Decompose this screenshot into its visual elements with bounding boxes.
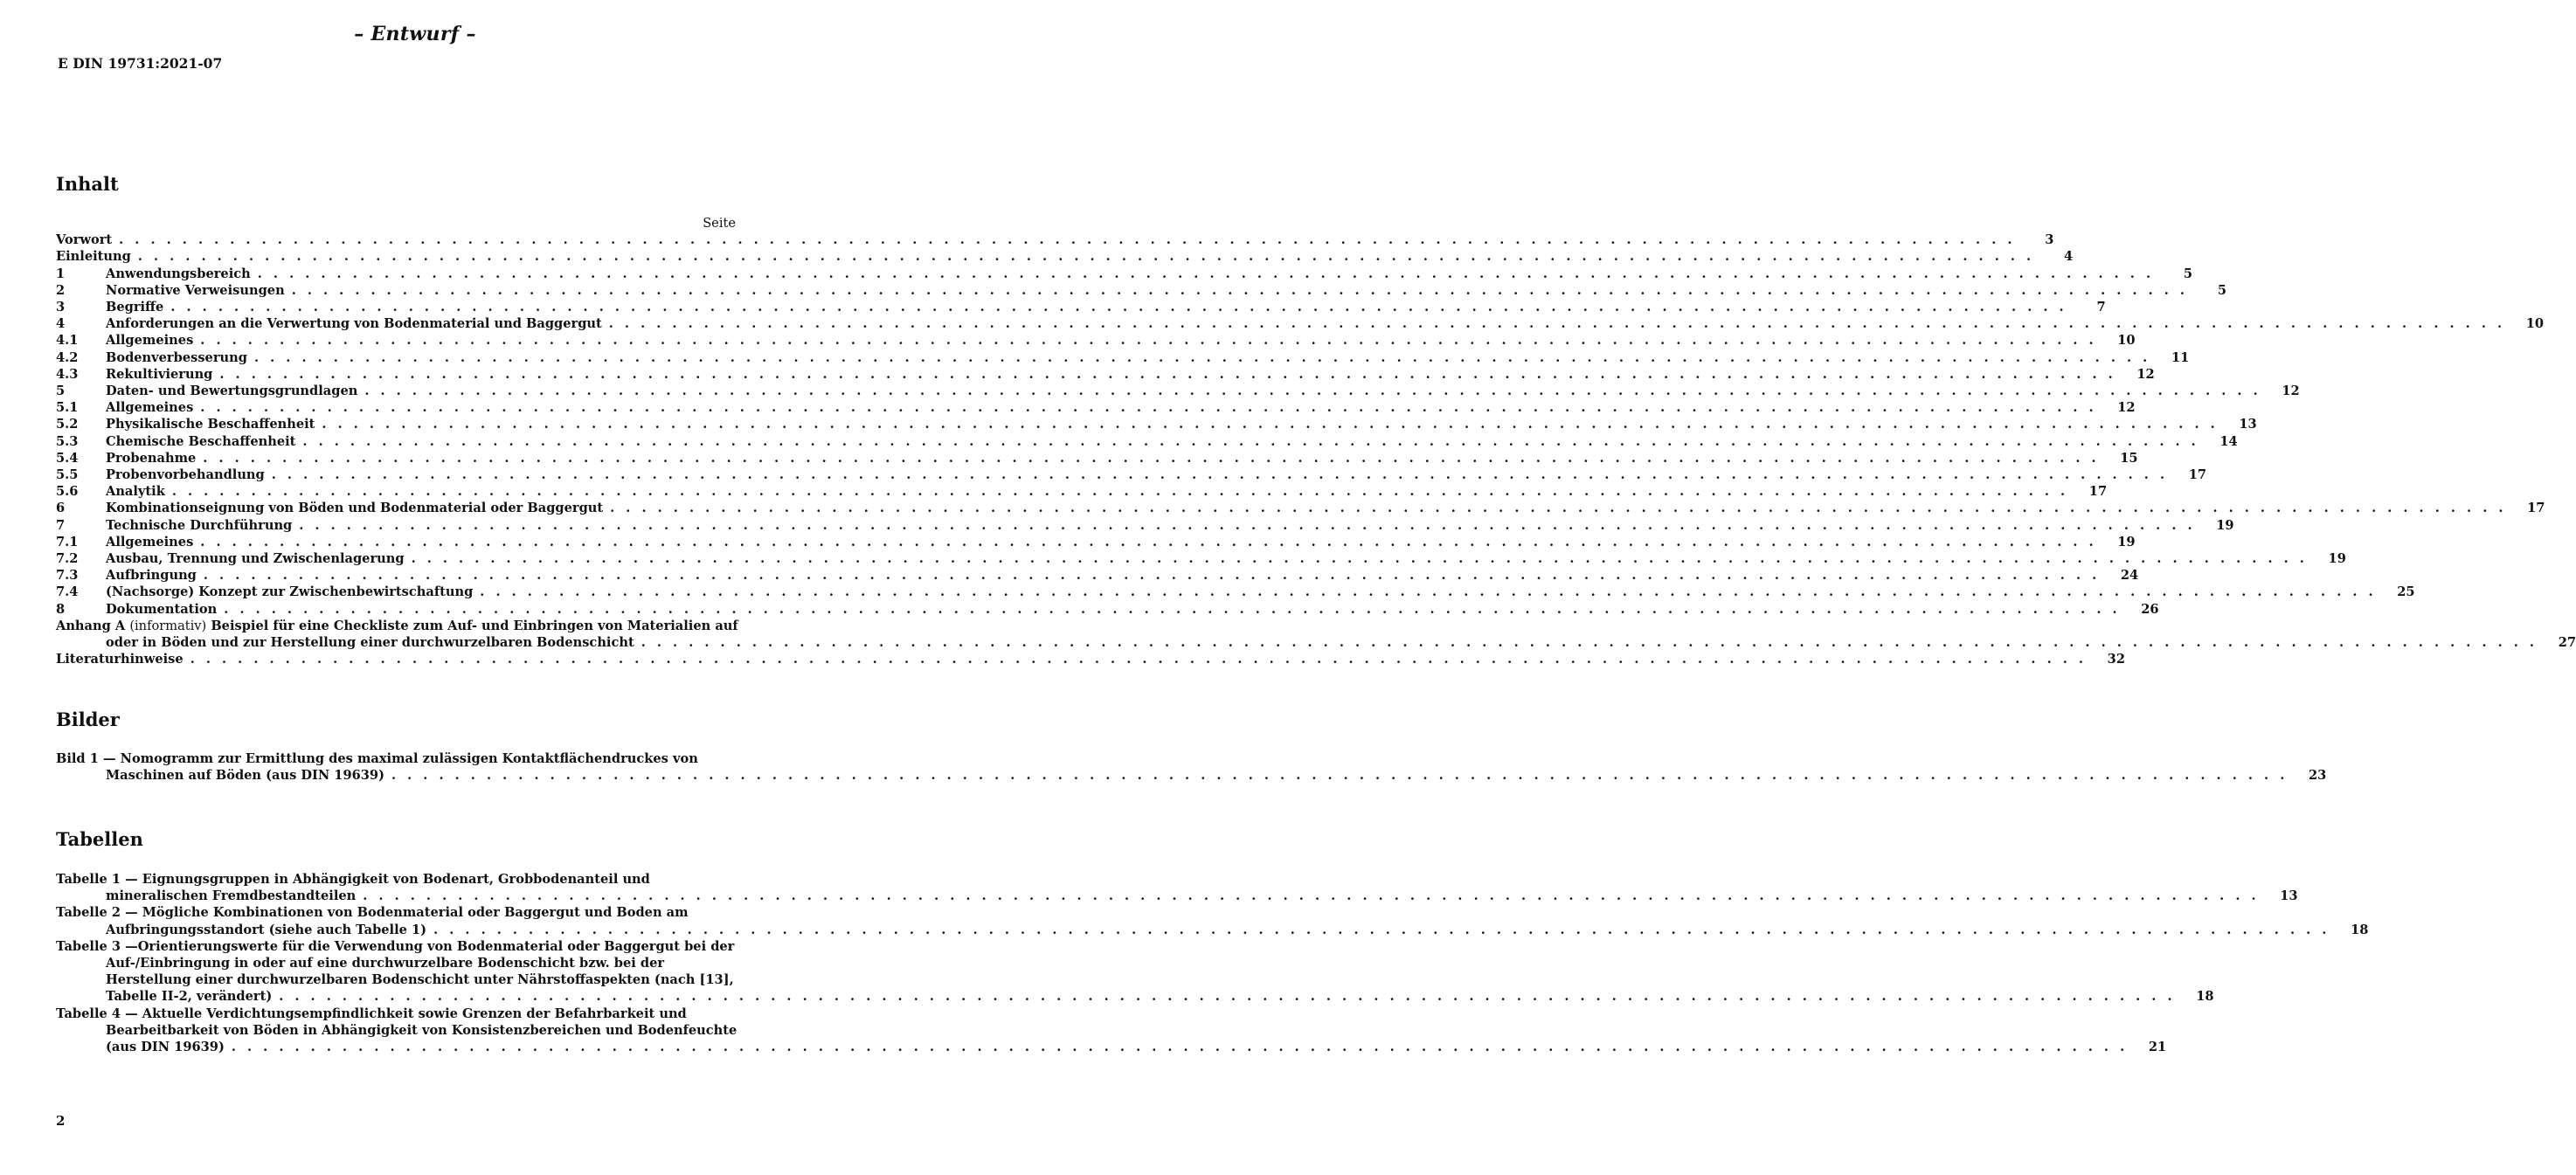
- toc-entry-title: Anforderungen an die Verwertung von Bodenmaterial und Baggergut: [106, 316, 602, 332]
- table-entry-title-line1: Tabelle 2 — Mögliche Kombinationen von Bodenmaterial oder Baggergut und Boden am: [56, 905, 689, 921]
- toc-entry-title: Vorwort: [56, 232, 113, 248]
- toc-entry-number: 7: [56, 517, 66, 533]
- leader-dots: . . . . . . . . . . . . . . . . . . . . . . . . . . . . . . . . . . . . . . . . . . . . . . . . . . . . . . . . . . . . . . . . . . . . . . . . . . . . . . . . . . . . . . . . . . . . . . . . . . . . . . . . . . . . . . . . . . . . . . . .: [224, 601, 2121, 617]
- table-entry-title-last: Tabelle II-2, verändert): [106, 989, 273, 1005]
- toc-entry-title: Chemische Beschaffenheit: [106, 433, 296, 449]
- figure-entry-title-line1: Bild 1 — Nomogramm zur Ermittlung des maximal zulässigen Kontaktflächendruckes von: [56, 751, 698, 766]
- toc-entry-page: 17: [2527, 501, 2545, 516]
- toc-entry-page: 19: [2328, 551, 2346, 567]
- toc-entry[interactable]: [56, 282, 2226, 299]
- toc-entry-title: Normative Verweisungen: [106, 282, 285, 298]
- toc-entry-page: 13: [2239, 417, 2257, 432]
- table-entry-title-last: Aufbringungsstandort (siehe auch Tabelle 1): [106, 922, 427, 937]
- leader-dots: . . . . . . . . . . . . . . . . . . . . . . . . . . . . . . . . . . . . . . . . . . . . . . . . . . . . . . . . . . . . . . . . . . . . . . . . . . . . . . . . . . . . . . . . . . . . . . . . . . . . . . . . . . . . . . . . . . . . . . . .: [480, 584, 2377, 600]
- leader-dots: . . . . . . . . . . . . . . . . . . . . . . . . . . . . . . . . . . . . . . . . . . . . . . . . . . . . . . . . . . . . . . . . . . . . . . . . . . . . . . . . . . . . . . . . . . . . . . . . . . . . . . . . . . . . . . . . . . . . . . . .: [641, 635, 2538, 651]
- toc-entry-title: Aufbringung: [106, 568, 197, 584]
- table-entry-title-line1: Tabelle 1 — Eignungsgruppen in Abhängigkeit von Bodenart, Grobbodenanteil und: [56, 872, 650, 887]
- annex-label: Anhang A: [56, 618, 126, 633]
- table-entry-title-last: mineralischen Fremdbestandteilen: [106, 888, 357, 904]
- toc-entry-title: Rekultivierung: [106, 366, 213, 382]
- table-entry-page: 13: [2280, 888, 2298, 904]
- toc-entry-page: 17: [2188, 467, 2207, 483]
- toc-entry[interactable]: [56, 450, 2138, 467]
- toc-entry-title: Allgemeines: [106, 534, 194, 549]
- toc-entry-page: 25: [2397, 584, 2415, 600]
- table-entry-last-line: [56, 1039, 2167, 1055]
- table-entry-title-line1: Tabelle 3 —Orientierungswerte für die Verwendung von Bodenmaterial oder Baggergut bei der: [56, 938, 735, 954]
- leader-dots: . . . . . . . . . . . . . . . . . . . . . . . . . . . . . . . . . . . . . . . . . . . . . . . . . . . . . . . . . . . . . . . . . . . . . . . . . . . . . . . . . . . . . . . . . . . . . . . . . . . . . . . . . . . . . . . . . . . . . . . .: [302, 433, 2199, 449]
- toc-entry-title: Begriffe: [106, 300, 164, 315]
- toc-entry-title: Kombinationseignung von Böden und Bodenmaterial oder Baggergut: [106, 501, 604, 516]
- leader-dots: . . . . . . . . . . . . . . . . . . . . . . . . . . . . . . . . . . . . . . . . . . . . . . . . . . . . . . . . . . . . . . . . . . . . . . . . . . . . . . . . . . . . . . . . . . . . . . . . . . . . . . . . . . . . . . . . . . . . . . . .: [433, 922, 2330, 937]
- toc-entry-page: 17: [2088, 484, 2108, 500]
- table-entry-last-line: [56, 922, 2369, 938]
- leader-dots: . . . . . . . . . . . . . . . . . . . . . . . . . . . . . . . . . . . . . . . . . . . . . . . . . . . . . . . . . . . . . . . . . . . . . . . . . . . . . . . . . . . . . . . . . . . . . . . . . . . . . . . . . . . . . . . . . . . . . . . .: [322, 417, 2219, 432]
- leader-dots: . . . . . . . . . . . . . . . . . . . . . . . . . . . . . . . . . . . . . . . . . . . . . . . . . . . . . . . . . . . . . . . . . . . . . . . . . . . . . . . . . . . . . . . . . . . . . . . . . . . . . . . . . . . . . . . . . . . . . . . .: [119, 232, 2016, 248]
- leader-dots: . . . . . . . . . . . . . . . . . . . . . . . . . . . . . . . . . . . . . . . . . . . . . . . . . . . . . . . . . . . . . . . . . . . . . . . . . . . . . . . . . . . . . . . . . . . . . . . . . . . . . . . . . . . . . . . . . . . . . . . .: [411, 551, 2308, 567]
- toc-entry[interactable]: [56, 550, 2346, 567]
- toc-entry[interactable]: [56, 584, 2415, 600]
- toc-entry-page: 4: [2063, 249, 2074, 265]
- toc-entry-title: Technische Durchführung: [106, 517, 293, 533]
- toc-entry-page: 14: [2219, 433, 2238, 449]
- toc-entry-title: Daten- und Bewertungsgrundlagen: [106, 384, 358, 399]
- toc-entry-title: Probenahme: [106, 450, 197, 466]
- toc-entry-number: 2: [56, 282, 66, 298]
- leader-dots: . . . . . . . . . . . . . . . . . . . . . . . . . . . . . . . . . . . . . . . . . . . . . . . . . . . . . . . . . . . . . . . . . . . . . . . . . . . . . . . . . . . . . . . . . . . . . . . . . . . . . . . . . . . . . . . . . . . . . . . .: [253, 349, 2151, 365]
- toc-entry-title: Allgemeines: [106, 333, 194, 349]
- figure-entry-title-last: Maschinen auf Böden (aus DIN 19639): [106, 768, 384, 784]
- table-entry-page: 21: [2148, 1040, 2167, 1055]
- leader-dots: . . . . . . . . . . . . . . . . . . . . . . . . . . . . . . . . . . . . . . . . . . . . . . . . . . . . . . . . . . . . . . . . . . . . . . . . . . . . . . . . . . . . . . . . . . . . . . . . . . . . . . . . . . . . . . . . . . . . . . . .: [610, 501, 2507, 516]
- table-entry-page: 18: [2351, 922, 2369, 937]
- toc-entry-number: 4.1: [56, 333, 79, 349]
- leader-dots: . . . . . . . . . . . . . . . . . . . . . . . . . . . . . . . . . . . . . . . . . . . . . . . . . . . . . . . . . . . . . . . . . . . . . . . . . . . . . . . . . . . . . . . . . . . . . . . . . . . . . . . . . . . . . . . . . . . . . . . .: [364, 384, 2261, 399]
- leader-dots: . . . . . . . . . . . . . . . . . . . . . . . . . . . . . . . . . . . . . . . . . . . . . . . . . . . . . . . . . . . . . . . . . . . . . . . . . . . . . . . . . . . . . . . . . . . . . . . . . . . . . . . . . . . . . . . . . . . . . . . .: [170, 300, 2067, 315]
- toc-entry-title: Einleitung: [56, 249, 131, 265]
- toc-entry[interactable]: [56, 299, 2106, 315]
- toc-entry-page: 7: [2096, 300, 2106, 315]
- toc-entry-number: 5.5: [56, 467, 79, 483]
- toc-entry-page: 19: [2117, 534, 2136, 549]
- table-entry[interactable]: [56, 938, 2214, 1006]
- leader-dots: . . . . . . . . . . . . . . . . . . . . . . . . . . . . . . . . . . . . . . . . . . . . . . . . . . . . . . . . . . . . . . . . . . . . . . . . . . . . . . . . . . . . . . . . . . . . . . . . . . . . . . . . . . . . . . . . . . . . . . . .: [391, 768, 2289, 784]
- tables-list: [56, 871, 2369, 1055]
- annex-entry[interactable]: [56, 618, 2576, 651]
- toc-entry-number: 4.2: [56, 349, 79, 365]
- annex-qualifier: (informativ): [129, 618, 207, 633]
- leader-dots: . . . . . . . . . . . . . . . . . . . . . . . . . . . . . . . . . . . . . . . . . . . . . . . . . . . . . . . . . . . . . . . . . . . . . . . . . . . . . . . . . . . . . . . . . . . . . . . . . . . . . . . . . . . . . . . . . . . . . . . .: [608, 316, 2506, 332]
- page-column-label: Seite: [703, 216, 736, 231]
- leader-dots: . . . . . . . . . . . . . . . . . . . . . . . . . . . . . . . . . . . . . . . . . . . . . . . . . . . . . . . . . . . . . . . . . . . . . . . . . . . . . . . . . . . . . . . . . . . . . . . . . . . . . . . . . . . . . . . . . . . . . . . .: [203, 568, 2101, 584]
- table-entry[interactable]: [56, 904, 2369, 937]
- leader-dots: . . . . . . . . . . . . . . . . . . . . . . . . . . . . . . . . . . . . . . . . . . . . . . . . . . . . . . . . . . . . . . . . . . . . . . . . . . . . . . . . . . . . . . . . . . . . . . . . . . . . . . . . . . . . . . . . . . . . . . . .: [203, 450, 2100, 466]
- toc-entry-number: 4: [56, 316, 66, 332]
- toc-entry[interactable]: [56, 601, 2159, 618]
- toc-entry-title: Ausbau, Trennung und Zwischenlagerung: [106, 551, 405, 567]
- toc-entry-title: Probenvorbehandlung: [106, 467, 265, 483]
- toc-entry[interactable]: [56, 315, 2545, 332]
- toc-entry[interactable]: [56, 467, 2207, 483]
- toc-entry[interactable]: [56, 517, 2234, 534]
- leader-dots: . . . . . . . . . . . . . . . . . . . . . . . . . . . . . . . . . . . . . . . . . . . . . . . . . . . . . . . . . . . . . . . . . . . . . . . . . . . . . . . . . . . . . . . . . . . . . . . . . . . . . . . . . . . . . . . . . . . . . . . .: [363, 888, 2260, 904]
- toc-entry-page: 3: [2045, 232, 2054, 248]
- toc-entry[interactable]: [56, 567, 2139, 584]
- leader-dots: . . . . . . . . . . . . . . . . . . . . . . . . . . . . . . . . . . . . . . . . . . . . . . . . . . . . . . . . . . . . . . . . . . . . . . . . . . . . . . . . . . . . . . . . . . . . . . . . . . . . . . . . . . . . . . . . . . . . . . . .: [200, 534, 2097, 549]
- leader-dots: . . . . . . . . . . . . . . . . . . . . . . . . . . . . . . . . . . . . . . . . . . . . . . . . . . . . . . . . . . . . . . . . . . . . . . . . . . . . . . . . . . . . . . . . . . . . . . . . . . . . . . . . . . . . . . . . . . . . . . . .: [137, 249, 2035, 265]
- toc-entry-page: 5: [2217, 282, 2226, 298]
- toc-entry[interactable]: [56, 232, 2054, 248]
- toc-entry-number: 8: [56, 601, 66, 617]
- table-entry[interactable]: [56, 871, 2298, 904]
- toc-entry-page: 10: [2117, 333, 2136, 349]
- toc-entry-title: Analytik: [106, 484, 165, 500]
- leader-dots: . . . . . . . . . . . . . . . . . . . . . . . . . . . . . . . . . . . . . . . . . . . . . . . . . . . . . . . . . . . . . . . . . . . . . . . . . . . . . . . . . . . . . . . . . . . . . . . . . . . . . . . . . . . . . . . . . . . . . . . .: [171, 484, 2069, 500]
- contents-list: [56, 215, 2576, 667]
- toc-entry-number: 7.4: [56, 584, 79, 600]
- toc-entry[interactable]: [56, 332, 2136, 349]
- annex-title-line1: Beispiel für eine Checkliste zum Auf- und Einbringen von Materialien auf: [211, 618, 738, 633]
- toc-entry[interactable]: [56, 416, 2257, 432]
- toc-entry-title: Bodenverbesserung: [106, 349, 247, 365]
- toc-entry-title: Physikalische Beschaffenheit: [106, 417, 315, 432]
- toc-entry-page: 24: [2120, 568, 2139, 584]
- toc-entry-number: 5.6: [56, 484, 79, 500]
- toc-entry[interactable]: [56, 266, 2193, 282]
- leader-dots: . . . . . . . . . . . . . . . . . . . . . . . . . . . . . . . . . . . . . . . . . . . . . . . . . . . . . . . . . . . . . . . . . . . . . . . . . . . . . . . . . . . . . . . . . . . . . . . . . . . . . . . . . . . . . . . . . . . . . . . .: [200, 333, 2097, 349]
- toc-entry-number: 5: [56, 384, 66, 399]
- toc-entry-title: (Nachsorge) Konzept zur Zwischenbewirtschaftung: [106, 584, 474, 600]
- toc-entry[interactable]: [56, 366, 2155, 383]
- toc-entry-page: 12: [2282, 384, 2300, 399]
- toc-entry-number: 6: [56, 501, 66, 516]
- toc-entry-title: Allgemeines: [106, 400, 194, 416]
- leader-dots: . . . . . . . . . . . . . . . . . . . . . . . . . . . . . . . . . . . . . . . . . . . . . . . . . . . . . . . . . . . . . . . . . . . . . . . . . . . . . . . . . . . . . . . . . . . . . . . . . . . . . . . . . . . . . . . . . . . . . . . .: [190, 652, 2087, 667]
- draft-mark: – Entwurf –: [354, 23, 476, 45]
- toc-entry-number: 1: [56, 266, 66, 281]
- toc-entry-number: 7.1: [56, 534, 79, 549]
- annex-title-line2: oder in Böden und zur Herstellung einer durchwurzelbaren Bodenschicht: [106, 635, 634, 651]
- figure-entry-page: 23: [2308, 768, 2327, 784]
- toc-entry[interactable]: [56, 248, 2074, 265]
- toc-entry-title: Dokumentation: [106, 601, 218, 617]
- figures-list: [56, 750, 2327, 784]
- leader-dots: . . . . . . . . . . . . . . . . . . . . . . . . . . . . . . . . . . . . . . . . . . . . . . . . . . . . . . . . . . . . . . . . . . . . . . . . . . . . . . . . . . . . . . . . . . . . . . . . . . . . . . . . . . . . . . . . . . . . . . . .: [200, 400, 2097, 416]
- figure-entry-last-line: [56, 767, 2327, 784]
- table-entry-last-line: [56, 888, 2298, 904]
- table-entry-title-line1: Tabelle 4 — Aktuelle Verdichtungsempfindlichkeit sowie Grenzen der Befahrbarkeit und: [56, 1006, 687, 1021]
- bibliography-page: 32: [2107, 652, 2125, 667]
- toc-entry[interactable]: [56, 383, 2300, 399]
- toc-entry-page: 15: [2120, 450, 2138, 466]
- table-entry-title-last: (aus DIN 19639): [106, 1040, 225, 1055]
- leader-dots: . . . . . . . . . . . . . . . . . . . . . . . . . . . . . . . . . . . . . . . . . . . . . . . . . . . . . . . . . . . . . . . . . . . . . . . . . . . . . . . . . . . . . . . . . . . . . . . . . . . . . . . . . . . . . . . . . . . . . . . .: [219, 366, 2116, 382]
- toc-entry-number: 5.2: [56, 417, 79, 432]
- toc-entry-page: 11: [2171, 349, 2190, 365]
- table-entry-title-line: Herstellung einer durchwurzelbaren Bodenschicht unter Nährstoffaspekten (nach [13],: [106, 972, 734, 988]
- table-entry-page: 18: [2196, 989, 2214, 1005]
- figures-heading: Bilder: [56, 708, 120, 730]
- toc-entry[interactable]: [56, 349, 2190, 366]
- toc-entry-number: 3: [56, 300, 66, 315]
- bibliography-title: Literaturhinweise: [56, 652, 184, 667]
- page-number: 2: [56, 1113, 66, 1129]
- toc-entry-page: 10: [2525, 316, 2545, 332]
- leader-dots: . . . . . . . . . . . . . . . . . . . . . . . . . . . . . . . . . . . . . . . . . . . . . . . . . . . . . . . . . . . . . . . . . . . . . . . . . . . . . . . . . . . . . . . . . . . . . . . . . . . . . . . . . . . . . . . . . . . . . . . .: [231, 1040, 2129, 1055]
- toc-entry[interactable]: [56, 534, 2136, 550]
- toc-entry[interactable]: [56, 399, 2136, 416]
- table-entry-title-line: Auf-/Einbringung in oder auf eine durchwurzelbare Bodenschicht bzw. bei der: [106, 956, 665, 971]
- toc-entry-number: 7.2: [56, 551, 79, 567]
- contents-heading: Inhalt: [56, 173, 119, 195]
- toc-entry-number: 4.3: [56, 366, 79, 382]
- table-entry-title-line: Bearbeitbarkeit von Böden in Abhängigkeit von Konsistenzbereichen und Bodenfeuchte: [106, 1022, 737, 1038]
- toc-entry[interactable]: [56, 433, 2238, 450]
- toc-entry-number: 5.3: [56, 433, 79, 449]
- annex-page: 27: [2558, 635, 2576, 651]
- tables-heading: Tabellen: [56, 828, 143, 850]
- document-id: E DIN 19731:2021-07: [58, 55, 223, 72]
- leader-dots: . . . . . . . . . . . . . . . . . . . . . . . . . . . . . . . . . . . . . . . . . . . . . . . . . . . . . . . . . . . . . . . . . . . . . . . . . . . . . . . . . . . . . . . . . . . . . . . . . . . . . . . . . . . . . . . . . . . . . . . .: [279, 989, 2176, 1005]
- toc-entry-number: 5.4: [56, 450, 79, 466]
- table-entry[interactable]: [56, 1006, 2167, 1056]
- toc-entry-page: 5: [2183, 266, 2193, 281]
- leader-dots: . . . . . . . . . . . . . . . . . . . . . . . . . . . . . . . . . . . . . . . . . . . . . . . . . . . . . . . . . . . . . . . . . . . . . . . . . . . . . . . . . . . . . . . . . . . . . . . . . . . . . . . . . . . . . . . . . . . . . . . .: [299, 517, 2196, 533]
- toc-entry[interactable]: [56, 483, 2108, 500]
- leader-dots: . . . . . . . . . . . . . . . . . . . . . . . . . . . . . . . . . . . . . . . . . . . . . . . . . . . . . . . . . . . . . . . . . . . . . . . . . . . . . . . . . . . . . . . . . . . . . . . . . . . . . . . . . . . . . . . . . . . . . . . .: [271, 467, 2169, 483]
- toc-entry[interactable]: [56, 500, 2545, 516]
- toc-entry-page: 26: [2141, 601, 2159, 617]
- bibliography-entry[interactable]: [56, 651, 2125, 667]
- toc-entry-page: 12: [2117, 400, 2136, 416]
- leader-dots: . . . . . . . . . . . . . . . . . . . . . . . . . . . . . . . . . . . . . . . . . . . . . . . . . . . . . . . . . . . . . . . . . . . . . . . . . . . . . . . . . . . . . . . . . . . . . . . . . . . . . . . . . . . . . . . . . . . . . . . .: [257, 266, 2155, 281]
- toc-entry-title: Anwendungsbereich: [106, 266, 251, 281]
- toc-entry-number: 5.1: [56, 400, 79, 416]
- toc-entry-page: 12: [2136, 366, 2155, 382]
- table-entry-last-line: [56, 988, 2214, 1005]
- toc-entry-page: 19: [2216, 517, 2234, 533]
- figure-entry[interactable]: [56, 750, 2327, 784]
- leader-dots: . . . . . . . . . . . . . . . . . . . . . . . . . . . . . . . . . . . . . . . . . . . . . . . . . . . . . . . . . . . . . . . . . . . . . . . . . . . . . . . . . . . . . . . . . . . . . . . . . . . . . . . . . . . . . . . . . . . . . . . .: [291, 282, 2188, 298]
- toc-entry-number: 7.3: [56, 568, 79, 584]
